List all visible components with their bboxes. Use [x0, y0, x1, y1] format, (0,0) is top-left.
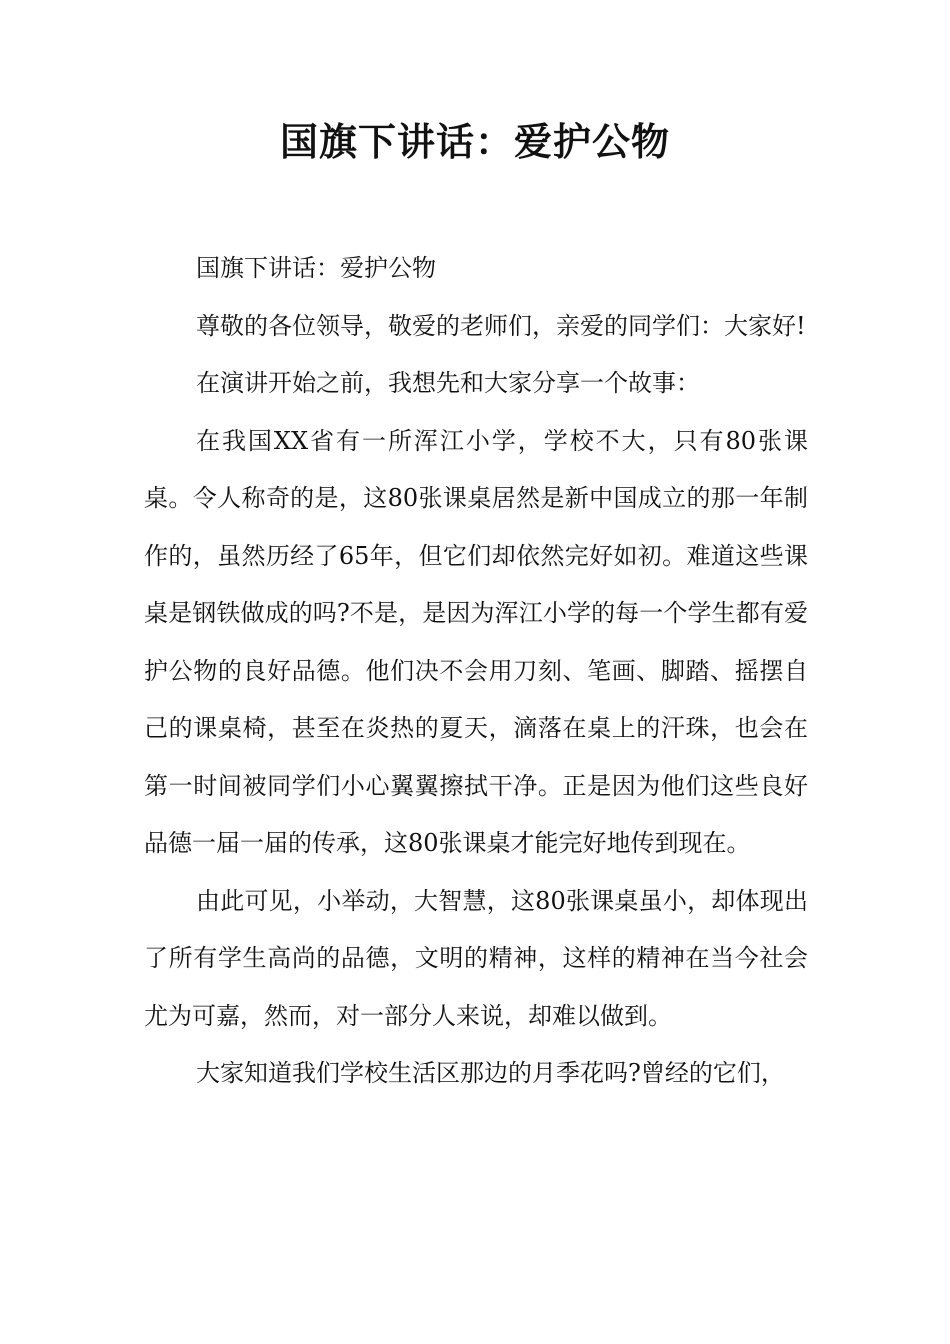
paragraph-greeting: 尊敬的各位领导，敬爱的老师们，亲爱的同学们：大家好!	[196, 311, 806, 340]
paragraph-reflection: 由此可见，小举动，大智慧，这80张课桌虽小，却体现出了所有学生高尚的品德，文明的精神，这样的精神在当今社会尤为可嘉，然而，对一部分人来说，却难以做到。	[144, 886, 808, 1030]
paragraph-story: 在我国XX省有一所浑江小学，学校不大，只有80张课桌。令人称奇的是，这80张课桌居然是新中国成立的那一年制作的，虽然历经了65年，但它们却依然完好如初。难道这些课桌是钢铁做成的吗?不是，是因为浑江小学的每一个学生都有爱护公物的良好品德。他们决不会用刀刻、笔画、脚踏、摇摆自己的课桌椅，甚至在炎热的夏天，滴落在桌上的汗珠，也会在第一时间被同学们小心翼翼擦拭干净。正是因为他们这些良好品德一届一届的传承，这80张课桌才能完好地传到现在。	[144, 426, 808, 857]
document-body	[144, 240, 808, 1103]
paragraph-continuation: 大家知道我们学校生活区那边的月季花吗?曾经的它们，	[196, 1059, 785, 1087]
page-bottom-margin	[144, 1293, 808, 1294]
paragraph-heading-repeat: 国旗下讲话：爱护公物	[196, 254, 436, 282]
paragraph-intro: 在演讲开始之前，我想先和大家分享一个故事：	[196, 369, 700, 397]
document-title: 国旗下讲话：爱护公物	[279, 120, 670, 164]
